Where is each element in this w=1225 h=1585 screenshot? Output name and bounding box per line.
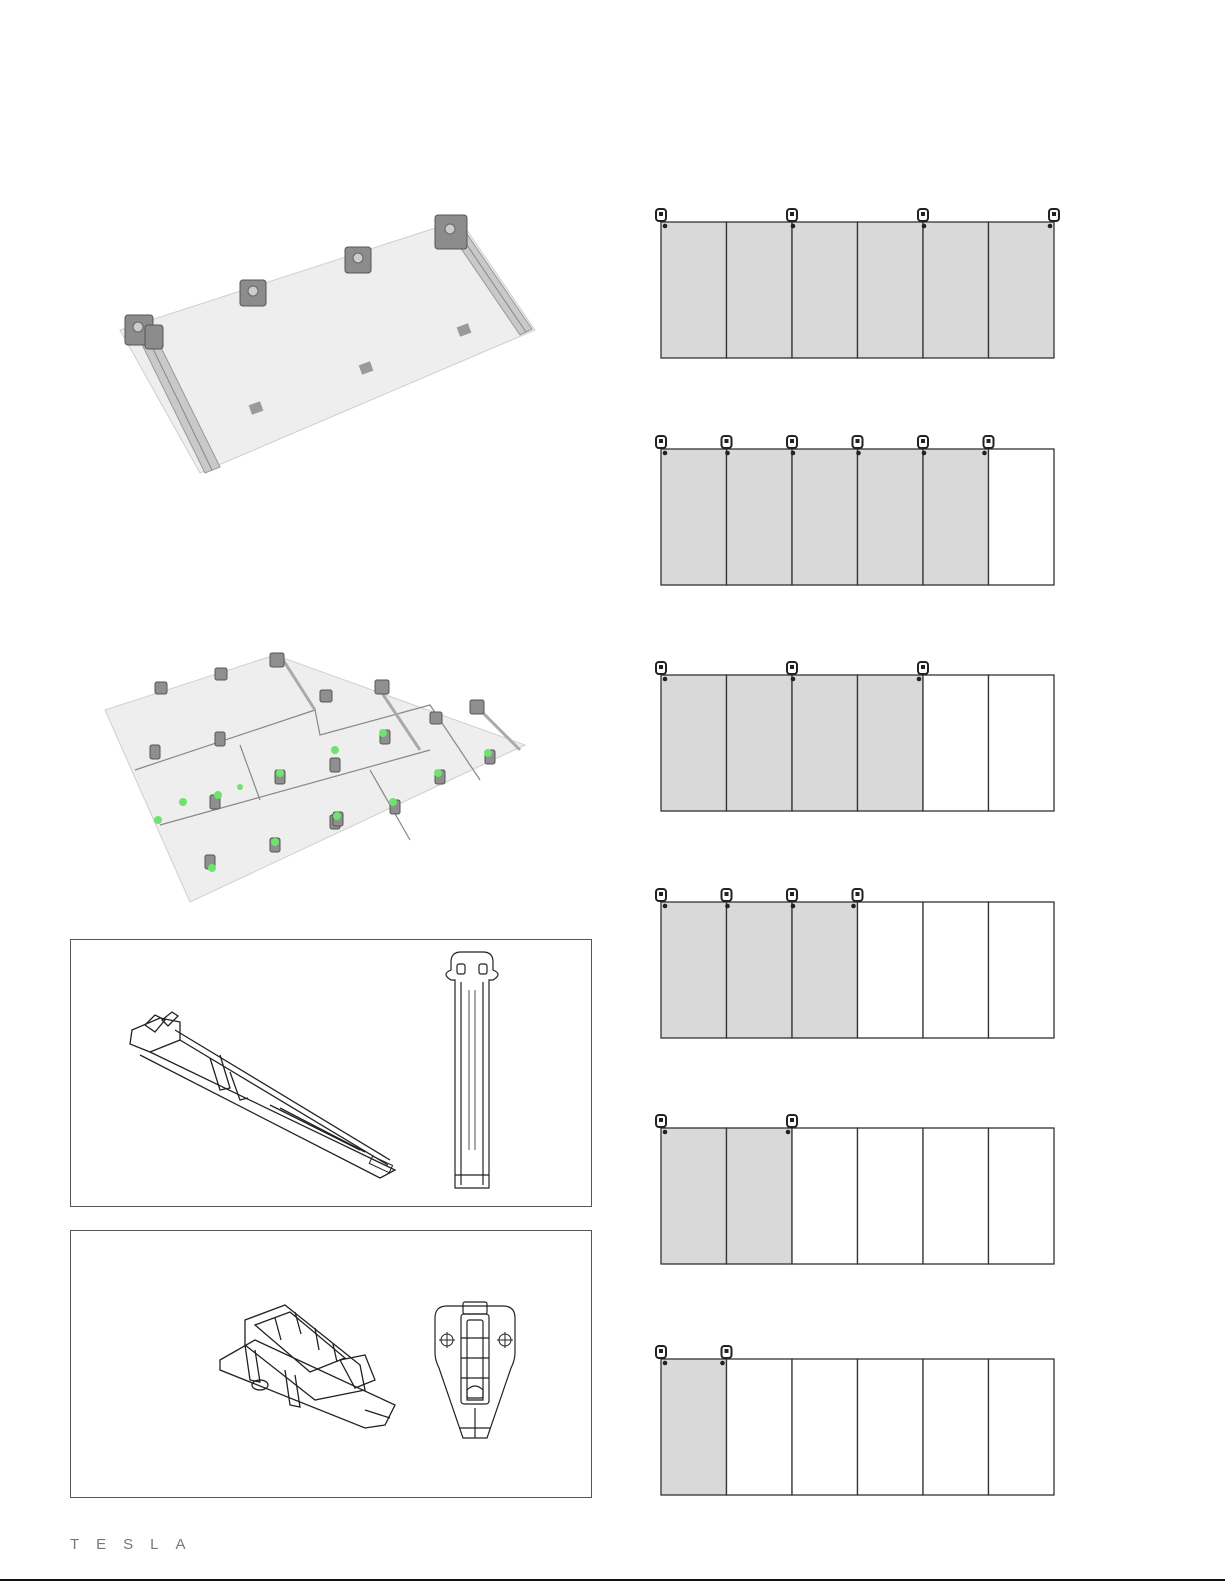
empty-panel-slot bbox=[858, 902, 924, 1038]
panel-layout-3 bbox=[658, 660, 1057, 815]
rail-clip-top-view-drawing bbox=[437, 950, 507, 1190]
installed-panel bbox=[661, 1359, 727, 1495]
empty-panel-slot bbox=[727, 1359, 793, 1495]
installed-panel bbox=[661, 449, 727, 585]
mount-base-top-view-drawing bbox=[425, 1298, 525, 1443]
empty-panel-slot bbox=[923, 1359, 989, 1495]
panel-layout-1 bbox=[658, 207, 1057, 362]
installed-panel bbox=[792, 675, 858, 811]
empty-panel-slot bbox=[923, 675, 989, 811]
empty-panel-slot bbox=[923, 902, 989, 1038]
empty-panel-slot bbox=[989, 1128, 1055, 1264]
installed-panel bbox=[661, 902, 727, 1038]
installed-panel bbox=[792, 449, 858, 585]
installed-panel bbox=[727, 222, 793, 358]
installed-panel bbox=[727, 902, 793, 1038]
installed-panel bbox=[923, 449, 989, 585]
empty-panel-slot bbox=[792, 1128, 858, 1264]
empty-panel-slot bbox=[989, 449, 1055, 585]
empty-panel-slot bbox=[989, 902, 1055, 1038]
rail-clip-isometric-drawing bbox=[120, 1010, 400, 1185]
panel-layout-2 bbox=[658, 434, 1057, 589]
panel-layout-4 bbox=[658, 887, 1057, 1042]
installed-panel bbox=[727, 449, 793, 585]
empty-panel-slot bbox=[989, 675, 1055, 811]
empty-panel-slot bbox=[989, 1359, 1055, 1495]
installed-panel bbox=[661, 675, 727, 811]
installed-panel bbox=[661, 1128, 727, 1264]
installed-panel bbox=[727, 675, 793, 811]
tesla-logo bbox=[70, 1536, 203, 1553]
mount-base-isometric-drawing bbox=[215, 1300, 400, 1430]
installed-panel bbox=[989, 222, 1055, 358]
array-surface bbox=[105, 655, 525, 902]
isometric-single-row-render bbox=[100, 205, 540, 485]
footer-rule bbox=[0, 1579, 1225, 1581]
empty-panel-slot bbox=[792, 1359, 858, 1495]
panel-layout-5 bbox=[658, 1113, 1057, 1268]
panel-layout-6 bbox=[658, 1344, 1057, 1499]
installed-panel bbox=[923, 222, 989, 358]
empty-panel-slot bbox=[858, 1128, 924, 1264]
empty-panel-slot bbox=[858, 1359, 924, 1495]
installed-panel bbox=[792, 902, 858, 1038]
tesla-wordmark: TESLA bbox=[70, 1536, 203, 1553]
installed-panel bbox=[858, 449, 924, 585]
installed-panel bbox=[858, 675, 924, 811]
installed-panel bbox=[792, 222, 858, 358]
empty-panel-slot bbox=[923, 1128, 989, 1264]
installed-panel bbox=[661, 222, 727, 358]
isometric-array-render bbox=[100, 650, 530, 905]
installed-panel bbox=[858, 222, 924, 358]
installed-panel bbox=[727, 1128, 793, 1264]
